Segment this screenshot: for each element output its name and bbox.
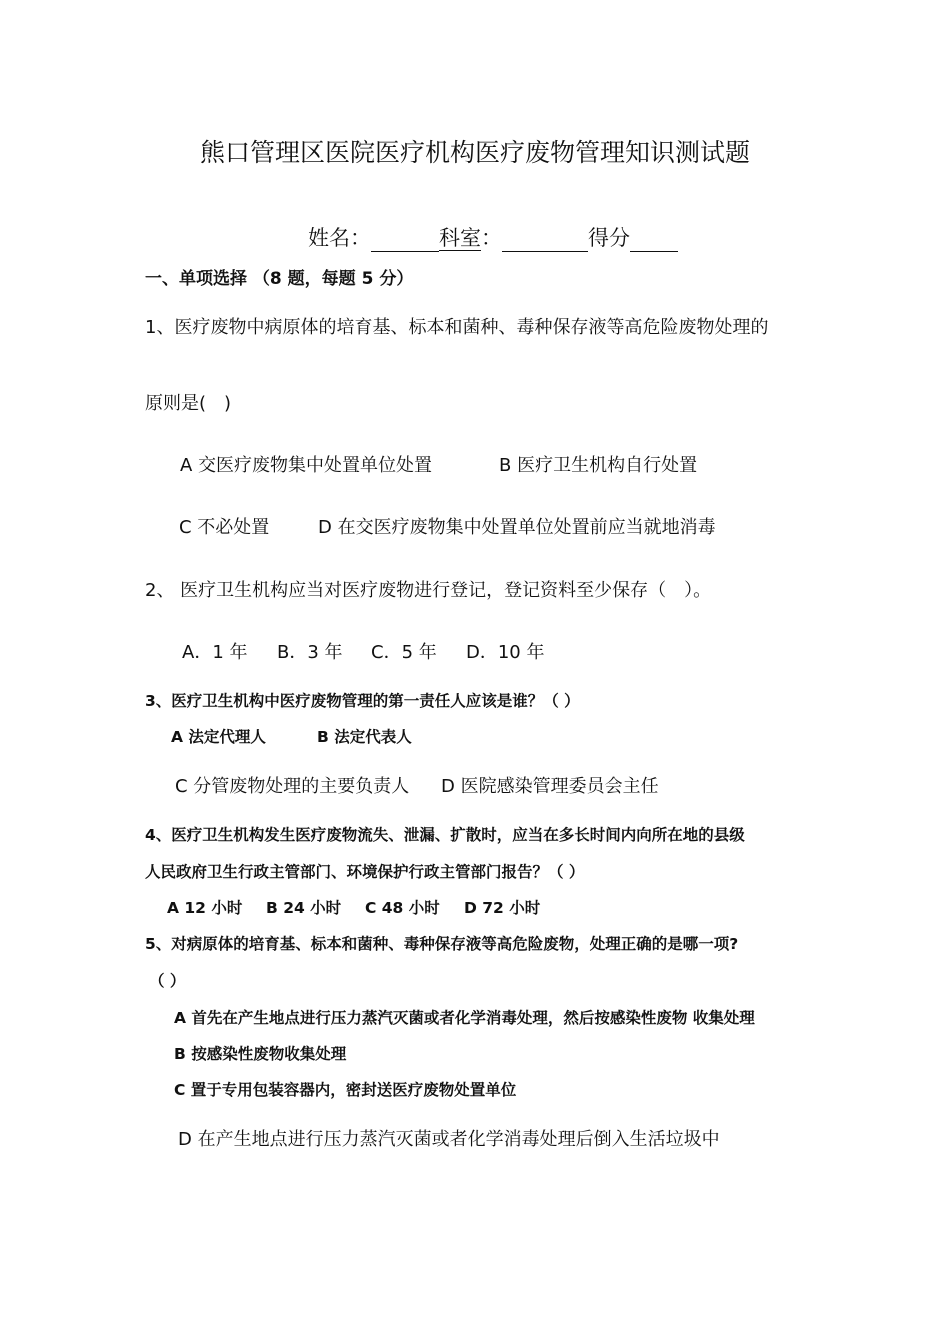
dept-label: 科室 xyxy=(439,226,481,250)
q3-text: 3、医疗卫生机构中医疗废物管理的第一责任人应该是谁？（ ） xyxy=(145,692,580,710)
score-blank xyxy=(630,229,678,252)
page-title: 熊口管理区医院医疗机构医疗废物管理知识测试题 xyxy=(199,138,750,167)
q4-option-d: D 72 小时 xyxy=(464,899,541,917)
q3-option-b: B 法定代表人 xyxy=(317,728,412,746)
q4-line2: 人民政府卫生行政主管部门、环境保护行政主管部门报告？（ ） xyxy=(145,863,585,881)
q1-option-c: C 不必处置 xyxy=(179,517,270,538)
info-line xyxy=(308,222,678,252)
q5-line1: 5、对病原体的培育基、标本和菌种、毒种保存液等高危险废物，处理正确的是哪一项? xyxy=(145,935,739,953)
q4-option-a: A 12 小时 xyxy=(167,899,243,917)
q5-option-c: C 置于专用包装容器内，密封送医疗废物处置单位 xyxy=(174,1081,517,1099)
q5-option-d: D 在产生地点进行压力蒸汽灭菌或者化学消毒处理后倒入生活垃圾中 xyxy=(178,1129,720,1150)
q3-option-d: D 医院感染管理委员会主任 xyxy=(441,776,659,797)
q5-option-a: A 首先在产生地点进行压力蒸汽灭菌或者化学消毒处理，然后按感染性废物 收集处理 xyxy=(174,1009,755,1027)
q2-option-b: B．3 年 xyxy=(277,642,343,663)
q3-option-c: C 分管废物处理的主要负责人 xyxy=(175,776,410,797)
q2-option-a: A．1 年 xyxy=(182,642,248,663)
q4-option-b: B 24 小时 xyxy=(266,899,342,917)
q2-text: 2、 医疗卫生机构应当对医疗废物进行登记，登记资料至少保存（ ）。 xyxy=(145,580,712,601)
q2-option-d: D．10 年 xyxy=(466,642,545,663)
q4-line1: 4、医疗卫生机构发生医疗废物流失、泄漏、扩散时，应当在多长时间内向所在地的县级 xyxy=(145,826,745,844)
q2-option-c: C．5 年 xyxy=(371,642,437,663)
q4-option-c: C 48 小时 xyxy=(365,899,440,917)
q1-line1: 1、医疗废物中病原体的培育基、标本和菌种、毒种保存液等高危险废物处理的 xyxy=(145,317,769,338)
q1-option-b: B 医疗卫生机构自行处置 xyxy=(499,455,698,476)
score-label: 得分 xyxy=(588,226,630,250)
name-label: 姓名： xyxy=(308,226,371,250)
q1-line2: 原则是( ) xyxy=(145,393,232,414)
q1-option-a: A 交医疗废物集中处置单位处置 xyxy=(180,455,433,476)
q1-option-d: D 在交医疗废物集中处置单位处置前应当就地消毒 xyxy=(318,517,716,538)
q5-option-b: B 按感染性废物收集处理 xyxy=(174,1045,347,1063)
name-blank xyxy=(371,229,439,252)
section-heading: 一、单项选择 （8 题，每题 5 分） xyxy=(145,269,414,289)
q5-line2: （ ） xyxy=(149,972,186,990)
dept-blank xyxy=(502,229,588,252)
q3-option-a: A 法定代理人 xyxy=(171,728,266,746)
dept-colon: ： xyxy=(481,226,502,250)
